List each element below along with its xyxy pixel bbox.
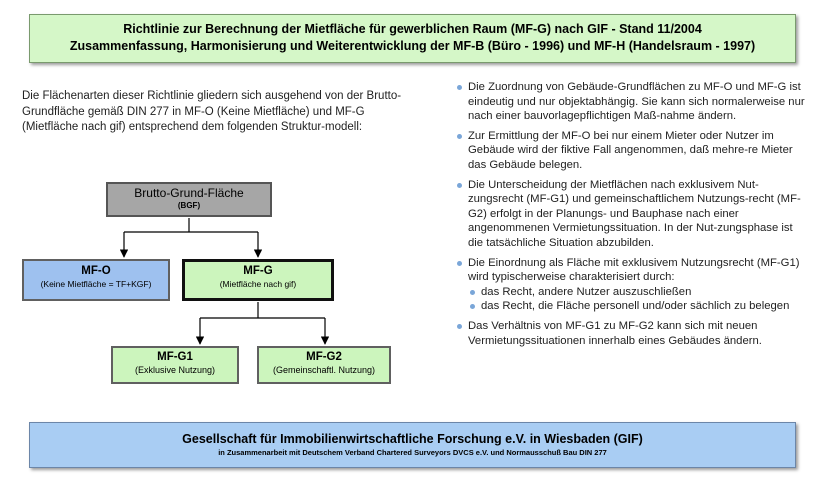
sub-bullet-item: das Recht, andere Nutzer auszuschließen: [468, 285, 805, 300]
bullet-item: Die Zuordnung von Gebäude-Grundflächen zu MF-O und MF-G ist eindeutig und nur objektabhängig. Sie kann sich normalerweise nur nach einer bauvorlagepflichtigen Maß-nahme ändern.: [455, 80, 805, 124]
bullet-list: [455, 80, 805, 353]
header-title-line2: Zusammenfassung, Harmonisierung und Weiterentwicklung der MF-B (Büro - 1996) und MF-H (Handelsraum - 1997): [69, 39, 756, 53]
sub-bullet-item: das Recht, die Fläche personell und/oder sächlich zu belegen: [468, 299, 805, 314]
mfg2-box: [257, 346, 391, 384]
intro-text: Die Flächenarten dieser Richtlinie gliedern sich ausgehend von der Brutto-Grundfläche gemäß DIN 277 in MF-O (Keine Mietfläche) und MF-G (Mietfläche nach gif) entsprechend dem folgenden Struktur-modell:: [22, 90, 402, 133]
mfg-sub: (Mietfläche nach gif): [219, 279, 297, 289]
mfo-title: MF-O: [81, 265, 111, 277]
sub-bullet-list: [468, 285, 805, 314]
mfg1-box: [111, 346, 239, 384]
bgf-sub: (BGF): [177, 201, 201, 210]
bullet-item: Zur Ermittlung der MF-O bei nur einem Mieter oder Nutzer im Gebäude wird der fiktive Fall angenommen, daß mehre-re Mieter das Gebäude belegen.: [455, 129, 805, 173]
bgf-title: Brutto-Grund-Fläche: [134, 186, 244, 200]
bullet-item: [455, 256, 805, 314]
footer-banner: [29, 422, 796, 468]
bullet-item: Die Unterscheidung der Mietflächen nach exklusivem Nut-zungsrecht (MF-G1) und gemeinschaftlichem Nutzungs-recht (MF-G2) erfolgt in der Planungs- und Bauphase nach einer angenommenen Vermietungssituation. In der Nut-zungsphase ist die tatsächliche Situation abzubilden.: [455, 178, 805, 251]
mfg-title: MF-G: [243, 265, 273, 277]
mfg-box: [182, 259, 334, 301]
mfg1-sub: (Exklusive Nutzung): [134, 365, 216, 375]
bgf-box: [106, 182, 272, 217]
mfg2-sub: (Gemeinschaftl. Nutzung): [272, 365, 376, 375]
mfo-box: [22, 259, 170, 301]
mfg2-title: MF-G2: [306, 351, 342, 363]
footer-title: Gesellschaft für Immobilienwirtschaftliche Forschung e.V. in Wiesbaden (GIF): [182, 432, 643, 446]
mfg1-title: MF-G1: [157, 351, 193, 363]
header-title-line1: Richtlinie zur Berechnung der Mietfläche für gewerblichen Raum (MF-G) nach GIF - Stand 11/2004: [123, 22, 702, 36]
footer-subtitle: in Zusammenarbeit mit Deutschem Verband Chartered Surveyors DVCS e.V. und Normausschuß Bau DIN 277: [218, 448, 607, 457]
mfo-sub: (Keine Mietfläche = TF+KGF): [40, 279, 152, 289]
bullet-item-text: Die Einordnung als Fläche mit exklusivem Nutzungsrecht (MF-G1) wird typischerweise charakterisiert durch:: [468, 256, 800, 284]
bullet-item: Das Verhältnis von MF-G1 zu MF-G2 kann sich mit neuen Vermietungssituationen innerhalb eines Gebäudes ändern.: [455, 319, 805, 348]
